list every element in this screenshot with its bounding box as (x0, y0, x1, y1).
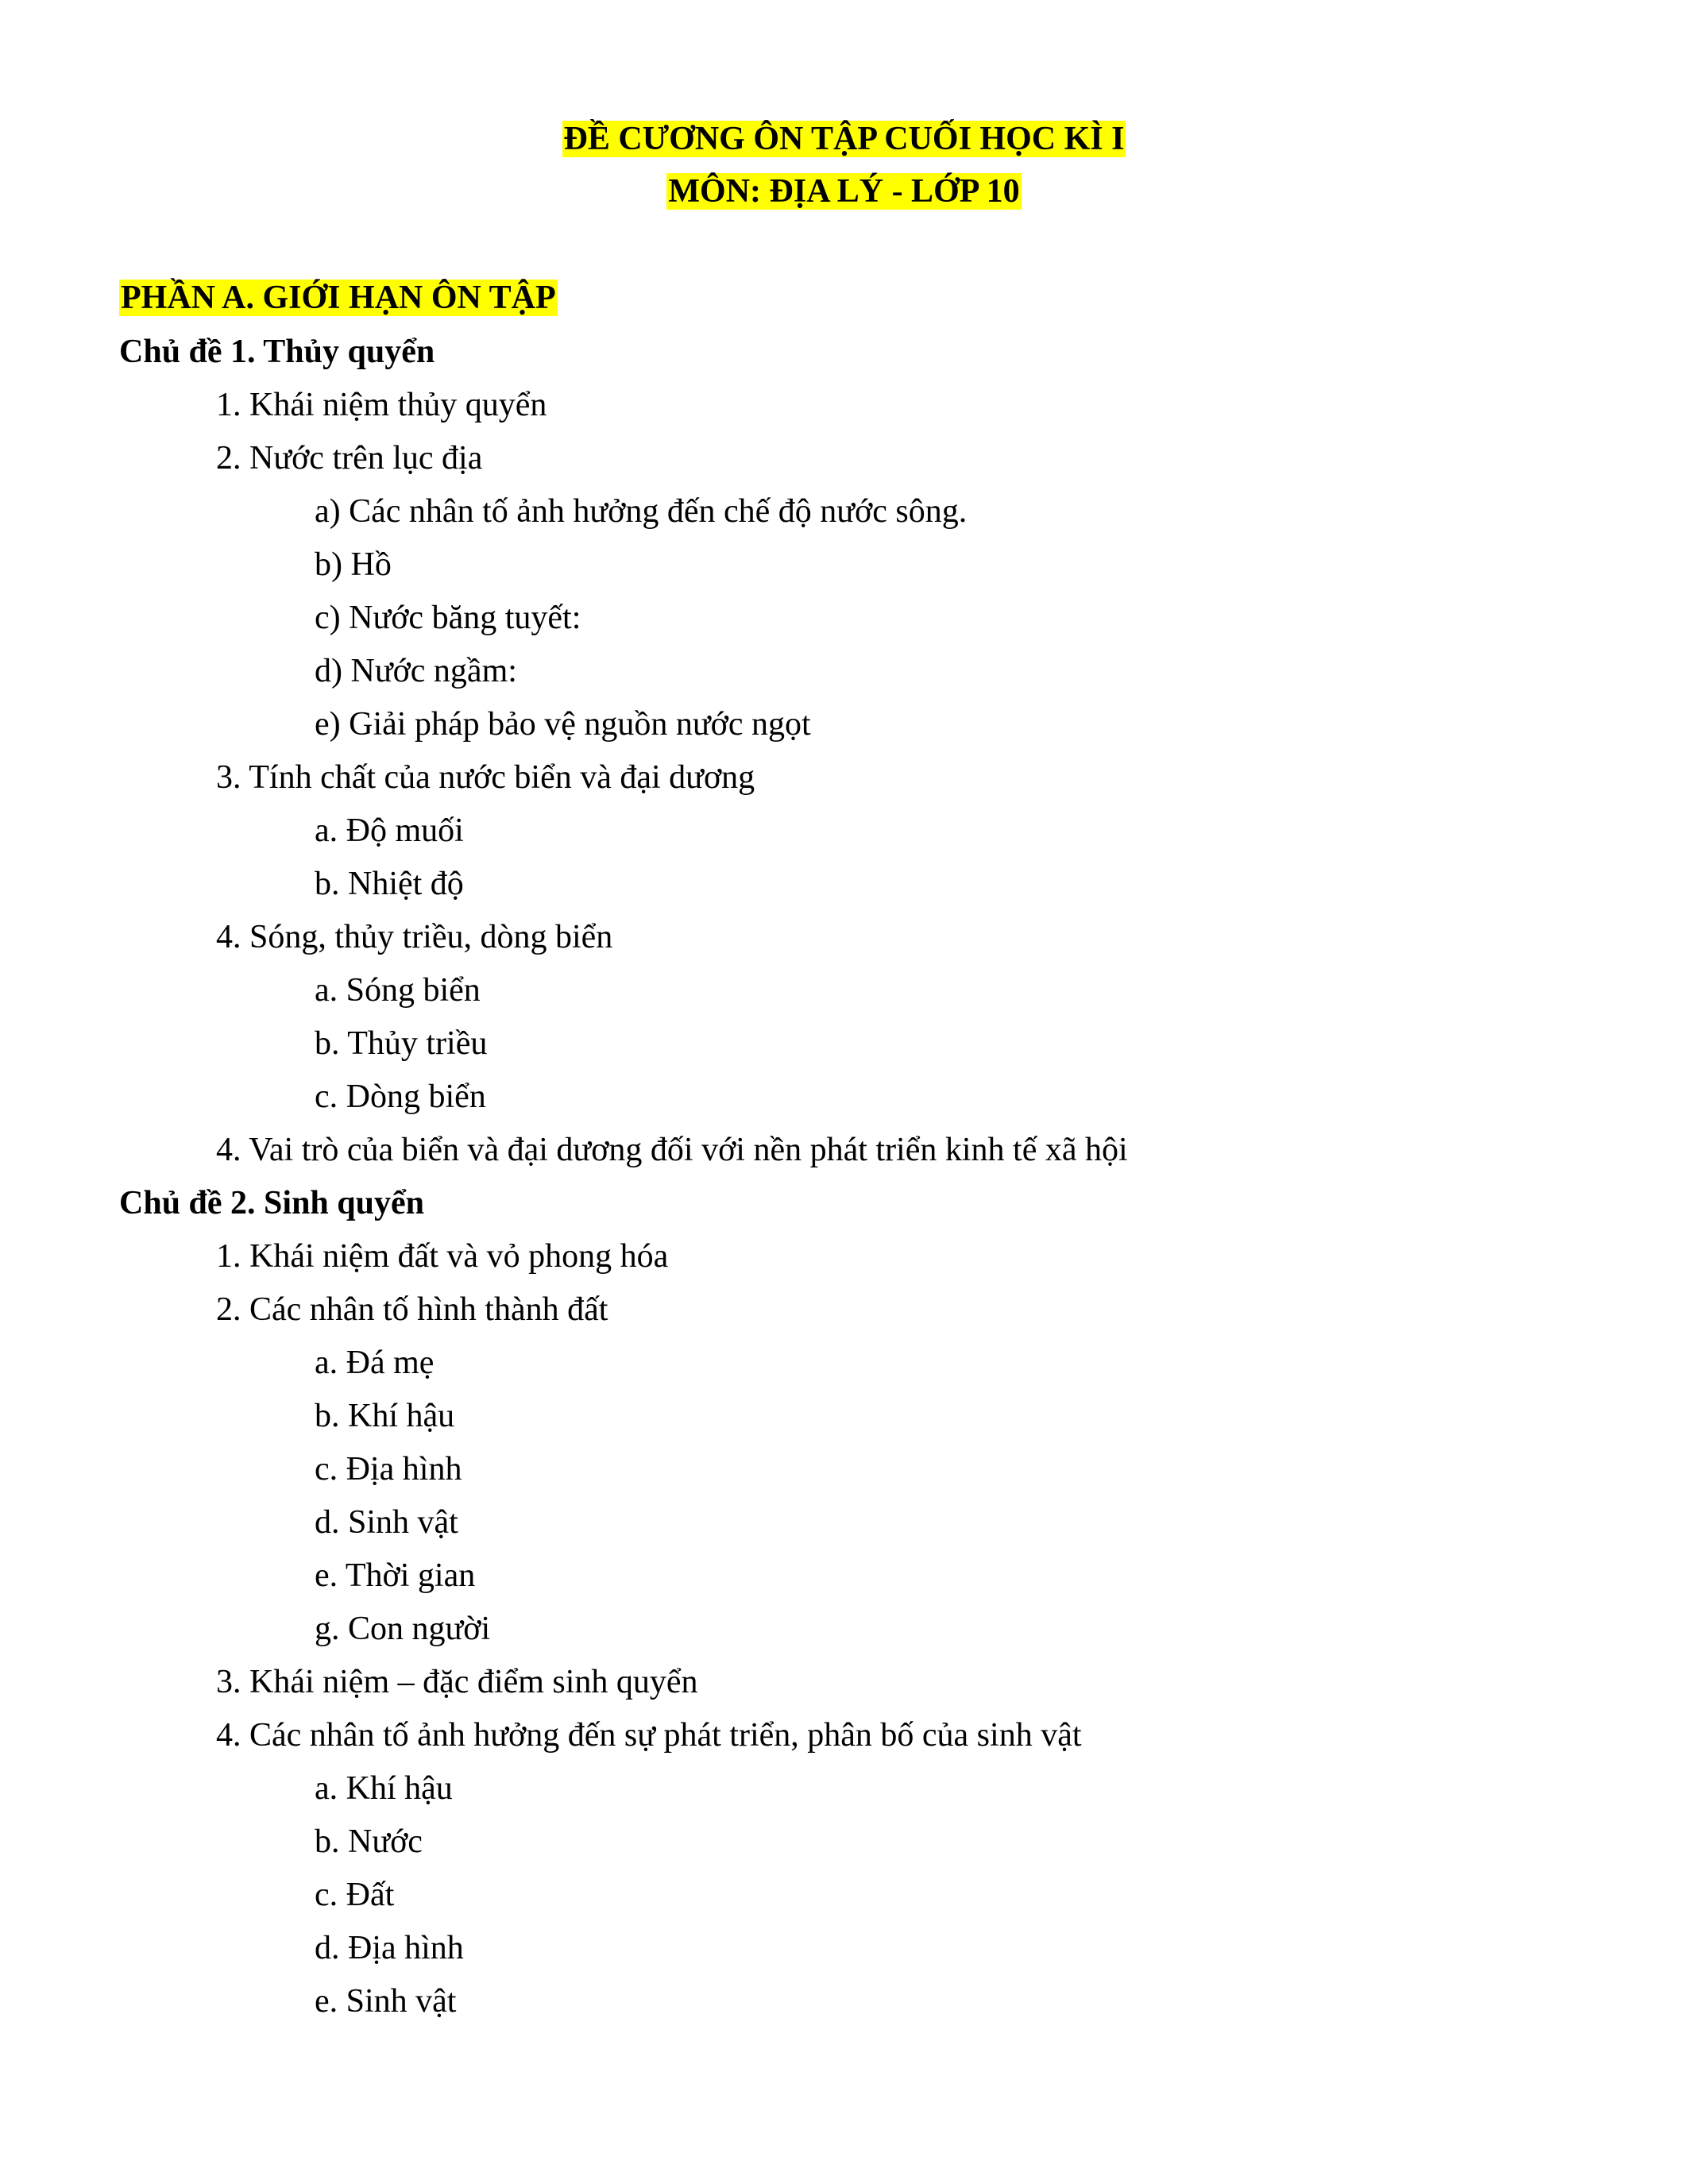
list-item: 4. Sóng, thủy triều, dòng biển (216, 919, 613, 955)
list-item: 4. Vai trò của biển và đại dương đối với nền phát triển kinh tế xã hội (216, 1132, 1128, 1168)
list-item: b. Khí hậu (315, 1398, 455, 1434)
list-item: a. Khí hậu (315, 1770, 453, 1807)
list-item: b) Hồ (315, 546, 392, 583)
document-subtitle-text: MÔN: ĐỊA LÝ - LỚP 10 (668, 173, 1020, 210)
document-title (0, 119, 1688, 159)
list-item: d) Nước ngầm: (315, 653, 517, 689)
list-item: 2. Các nhân tố hình thành đất (216, 1291, 608, 1328)
list-item: b. Thủy triều (315, 1025, 488, 1062)
section-heading-a-text: PHẦN A. GIỚI HẠN ÔN TẬP (121, 280, 556, 316)
list-item: 1. Khái niệm thủy quyển (216, 387, 547, 423)
section-heading-a (119, 278, 558, 318)
list-item: 4. Các nhân tố ảnh hưởng đến sự phát triển, phân bố của sinh vật (216, 1717, 1082, 1754)
list-item: a. Độ muối (315, 812, 464, 849)
topic-2-heading: Chủ đề 2. Sinh quyển (119, 1185, 425, 1221)
list-item: e. Thời gian (315, 1557, 476, 1594)
list-item: c) Nước băng tuyết: (315, 600, 581, 636)
list-item: 1. Khái niệm đất và vỏ phong hóa (216, 1238, 669, 1275)
list-item: d. Sinh vật (315, 1504, 458, 1541)
list-item: 3. Khái niệm – đặc điểm sinh quyển (216, 1664, 698, 1700)
list-item: 3. Tính chất của nước biển và đại dương (216, 759, 755, 796)
list-item: c. Đất (315, 1877, 395, 1913)
list-item: d. Địa hình (315, 1930, 464, 1966)
list-item: a. Đá mẹ (315, 1345, 435, 1381)
list-item: g. Con người (315, 1611, 491, 1647)
list-item: c. Dòng biển (315, 1078, 486, 1115)
list-item: e. Sinh vật (315, 1983, 457, 2020)
list-item: c. Địa hình (315, 1451, 462, 1488)
list-item: a) Các nhân tố ảnh hưởng đến chế độ nước sông. (315, 493, 968, 530)
list-item: b. Nước (315, 1823, 423, 1860)
document-title-text: ĐỀ CƯƠNG ÔN TẬP CUỐI HỌC KÌ I (563, 121, 1125, 157)
topic-1-heading: Chủ đề 1. Thủy quyển (119, 334, 435, 370)
list-item: 2. Nước trên lục địa (216, 440, 483, 477)
document-subtitle (0, 172, 1688, 211)
list-item: b. Nhiệt độ (315, 866, 464, 902)
list-item: a. Sóng biển (315, 972, 481, 1009)
list-item: e) Giải pháp bảo vệ nguồn nước ngọt (315, 706, 811, 743)
